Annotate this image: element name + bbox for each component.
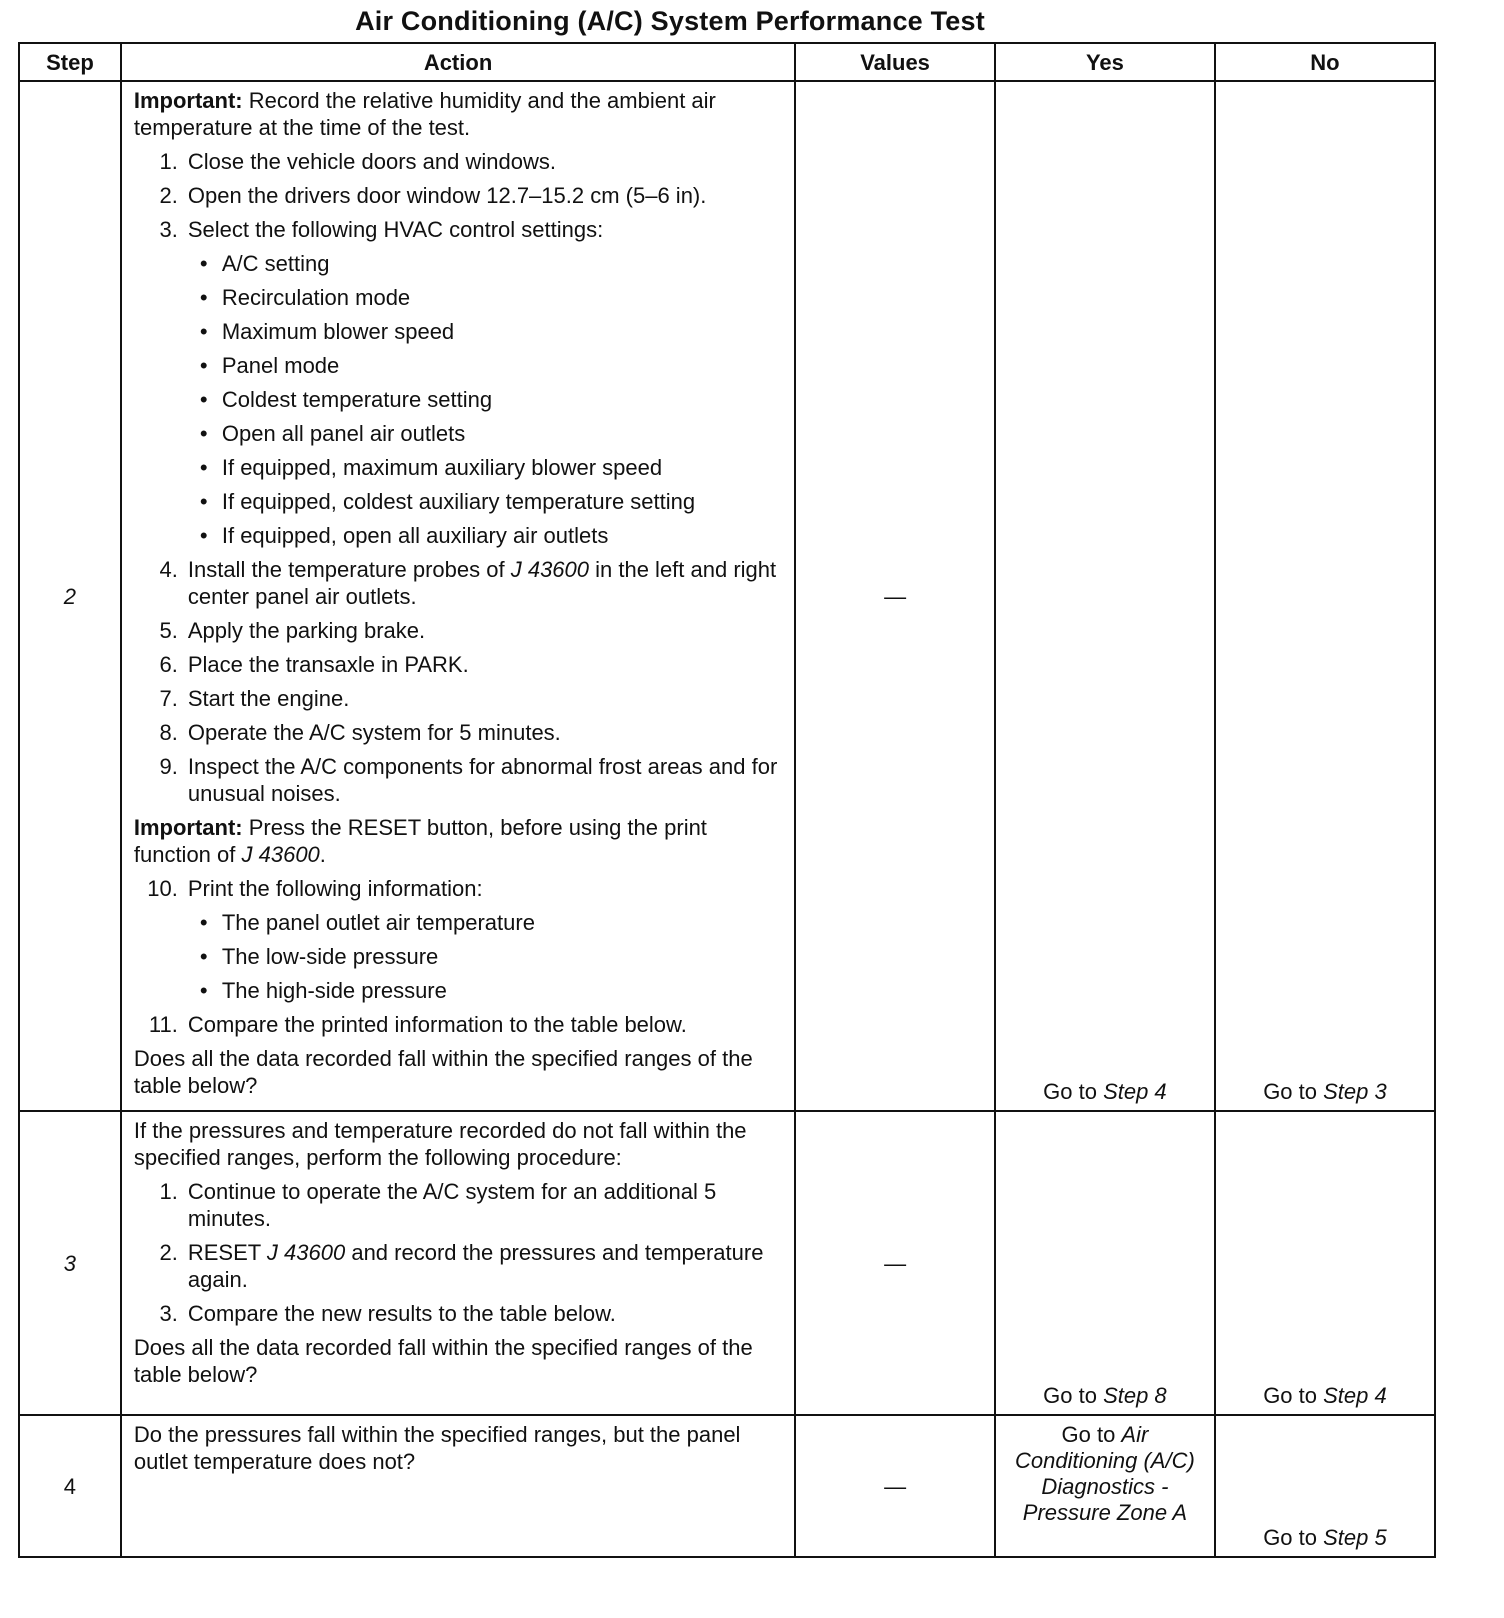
procedure-table xyxy=(18,42,1436,1558)
step-link[interactable]: Step 3 xyxy=(1323,1079,1387,1104)
step-link[interactable]: Step 4 xyxy=(1323,1383,1387,1408)
procedure-list xyxy=(134,148,784,807)
procedure-list xyxy=(134,875,784,1038)
bullet-item: • The high-side pressure xyxy=(134,977,784,1004)
list-item: 9. Inspect the A/C components for abnormal frost areas and for unusual noises. xyxy=(159,754,778,806)
question: Does all the data recorded fall within the specified ranges of the table below? xyxy=(133,1335,753,1387)
bullet-item: • Maximum blower speed xyxy=(134,318,784,345)
list-item: 10. Print the following information: xyxy=(147,876,483,901)
step-link[interactable]: Step 5 xyxy=(1323,1525,1387,1550)
step-number: 4 xyxy=(19,1415,121,1557)
action-cell xyxy=(121,1111,795,1415)
header-no: No xyxy=(1215,43,1435,81)
values-cell: — xyxy=(795,1111,995,1415)
header-values: Values xyxy=(795,43,995,81)
print-list xyxy=(134,909,784,1004)
list-item: 5. Apply the parking brake. xyxy=(159,618,426,643)
header-action: Action xyxy=(121,43,795,81)
list-item: 6. Place the transaxle in PARK. xyxy=(159,652,469,677)
table-row-step-3 xyxy=(19,1111,1435,1415)
list-item: 2. Open the drivers door window 12.7–15.2 cm (5–6 in). xyxy=(159,183,707,208)
procedure-list xyxy=(134,1178,784,1327)
values-cell: — xyxy=(795,81,995,1111)
table-row-step-2 xyxy=(19,81,1435,1111)
header-step: Step xyxy=(19,43,121,81)
yes-cell: Go to Step 8 xyxy=(995,1111,1215,1415)
list-item: 1. Continue to operate the A/C system for an additional 5 minutes. xyxy=(159,1179,717,1231)
bullet-item: • Recirculation mode xyxy=(134,284,784,311)
yes-cell: Go to Step 4 xyxy=(995,81,1215,1111)
important-note: Important: Press the RESET button, before using the print function of J 43600. xyxy=(133,815,707,867)
bullet-item: • The panel outlet air temperature xyxy=(134,909,784,936)
header-row xyxy=(19,43,1435,81)
question: Do the pressures fall within the specified ranges, but the panel outlet temperature does not? xyxy=(133,1422,741,1474)
intro-text: If the pressures and temperature recorded do not fall within the specified ranges, perform the following procedure: xyxy=(133,1118,747,1170)
values-cell: — xyxy=(795,1415,995,1557)
list-item: 7. Start the engine. xyxy=(159,686,350,711)
table-row-step-4 xyxy=(19,1415,1435,1557)
list-item: 2. RESET J 43600 and record the pressures and temperature again. xyxy=(159,1240,764,1292)
bullet-item: • Open all panel air outlets xyxy=(134,420,784,447)
list-item: 3. Compare the new results to the table below. xyxy=(159,1301,616,1326)
page-title: Air Conditioning (A/C) System Performance Test xyxy=(355,6,985,36)
bullet-item: • If equipped, coldest auxiliary temperature setting xyxy=(134,488,784,515)
no-cell: Go to Step 3 xyxy=(1215,81,1435,1111)
bullet-item: • Coldest temperature setting xyxy=(134,386,784,413)
list-item: 3. Select the following HVAC control settings: xyxy=(159,217,604,242)
bullet-item: • A/C setting xyxy=(134,250,784,277)
no-cell: Go to Step 5 xyxy=(1215,1415,1435,1557)
yes-cell: Go to Air Conditioning (A/C) Diagnostics - Pressure Zone A xyxy=(995,1415,1215,1557)
step-number: 3 xyxy=(19,1111,121,1415)
list-item: 11. Compare the printed information to the table below. xyxy=(148,1012,687,1037)
important-note: Important: Record the relative humidity and the ambient air temperature at the time of the test. xyxy=(133,88,716,140)
bullet-item: • Panel mode xyxy=(134,352,784,379)
list-item: 4. Install the temperature probes of J 43600 in the left and right center panel air outlets. xyxy=(159,557,777,609)
header-yes: Yes xyxy=(995,43,1215,81)
no-cell: Go to Step 4 xyxy=(1215,1111,1435,1415)
action-cell xyxy=(121,81,795,1111)
list-item: 1. Close the vehicle doors and windows. xyxy=(159,149,556,174)
bullet-item: • If equipped, open all auxiliary air outlets xyxy=(134,522,784,549)
settings-list xyxy=(134,250,784,549)
step-link[interactable]: Step 8 xyxy=(1103,1383,1167,1408)
diagnostics-link[interactable]: Air Conditioning (A/C) Diagnostics - Pressure Zone A xyxy=(1015,1422,1195,1525)
step-number: 2 xyxy=(19,81,121,1111)
bullet-item: • If equipped, maximum auxiliary blower speed xyxy=(134,454,784,481)
action-cell xyxy=(121,1415,795,1557)
bullet-item: • The low-side pressure xyxy=(134,943,784,970)
step-link[interactable]: Step 4 xyxy=(1103,1079,1167,1104)
list-item: 8. Operate the A/C system for 5 minutes. xyxy=(159,720,561,745)
question: Does all the data recorded fall within the specified ranges of the table below? xyxy=(133,1046,753,1098)
